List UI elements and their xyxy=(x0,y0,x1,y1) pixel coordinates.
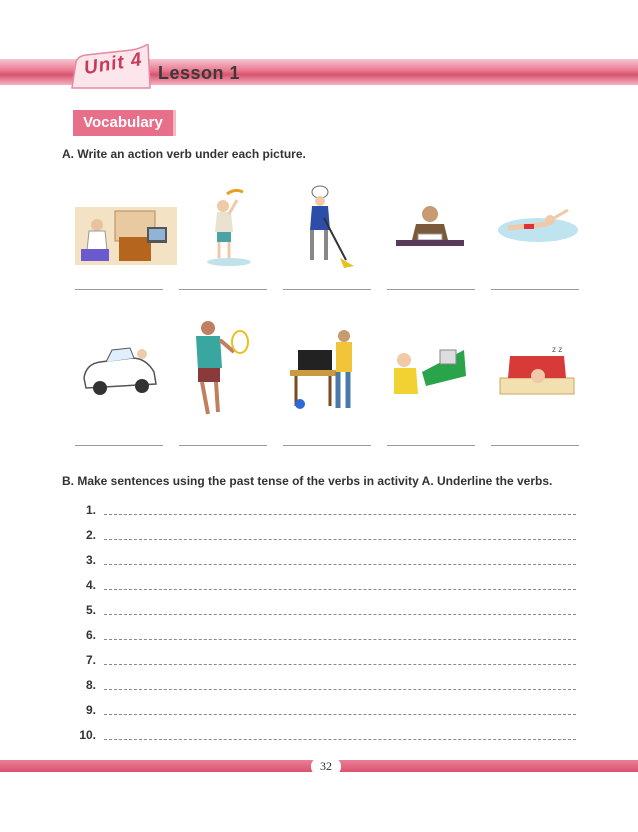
section-badge: Vocabulary xyxy=(73,110,176,136)
chef-sweeping-icon xyxy=(300,184,356,268)
sentence-number: 6. xyxy=(85,628,96,642)
sentence-number: 10. xyxy=(79,728,96,742)
answer-line-2[interactable] xyxy=(179,289,267,290)
sleeping-child-icon xyxy=(498,342,576,398)
sewing-woman-icon xyxy=(75,207,177,265)
answer-line-4[interactable] xyxy=(387,289,475,290)
sentence-line-4[interactable] xyxy=(104,589,576,590)
answer-line-7[interactable] xyxy=(179,445,267,446)
svg-text:z z: z z xyxy=(552,345,563,354)
sentence-line-10[interactable] xyxy=(104,739,576,740)
swimmer-icon xyxy=(498,208,578,244)
sentence-line-7[interactable] xyxy=(104,664,576,665)
sentence-number: 3. xyxy=(85,553,96,567)
page-number: 32 xyxy=(311,758,341,775)
sentence-number: 7. xyxy=(85,653,96,667)
sentence-line-6[interactable] xyxy=(104,639,576,640)
sentence-line-9[interactable] xyxy=(104,714,576,715)
answer-line-10[interactable] xyxy=(491,445,579,446)
answer-line-5[interactable] xyxy=(491,289,579,290)
sentence-line-2[interactable] xyxy=(104,539,576,540)
activity-b-instruction: B. Make sentences using the past tense of the verbs in activity A. Underline the verbs. xyxy=(62,474,553,488)
child-waving-icon xyxy=(205,186,257,266)
sentence-number: 1. xyxy=(85,503,96,517)
boy-computer-icon xyxy=(392,346,468,398)
answer-line-8[interactable] xyxy=(283,445,371,446)
sentence-number: 9. xyxy=(85,703,96,717)
sentence-number: 2. xyxy=(85,528,96,542)
answer-line-6[interactable] xyxy=(75,445,163,446)
tennis-player-icon xyxy=(188,318,254,422)
unit-label: Unit 4 xyxy=(82,49,144,80)
answer-line-1[interactable] xyxy=(75,289,163,290)
sentence-number: 4. xyxy=(85,578,96,592)
lesson-title: Lesson 1 xyxy=(158,63,241,83)
sentence-number: 8. xyxy=(85,678,96,692)
sentence-line-8[interactable] xyxy=(104,689,576,690)
answer-line-9[interactable] xyxy=(387,445,475,446)
activity-a-instruction: A. Write an action verb under each picture. xyxy=(62,147,306,161)
driving-car-icon xyxy=(80,344,160,398)
sentence-line-5[interactable] xyxy=(104,614,576,615)
man-reading-icon xyxy=(396,204,464,250)
sentence-number: 5. xyxy=(85,603,96,617)
answer-line-3[interactable] xyxy=(283,289,371,290)
sentence-line-1[interactable] xyxy=(104,514,576,515)
man-grilling-icon xyxy=(290,326,360,412)
sentence-line-3[interactable] xyxy=(104,564,576,565)
